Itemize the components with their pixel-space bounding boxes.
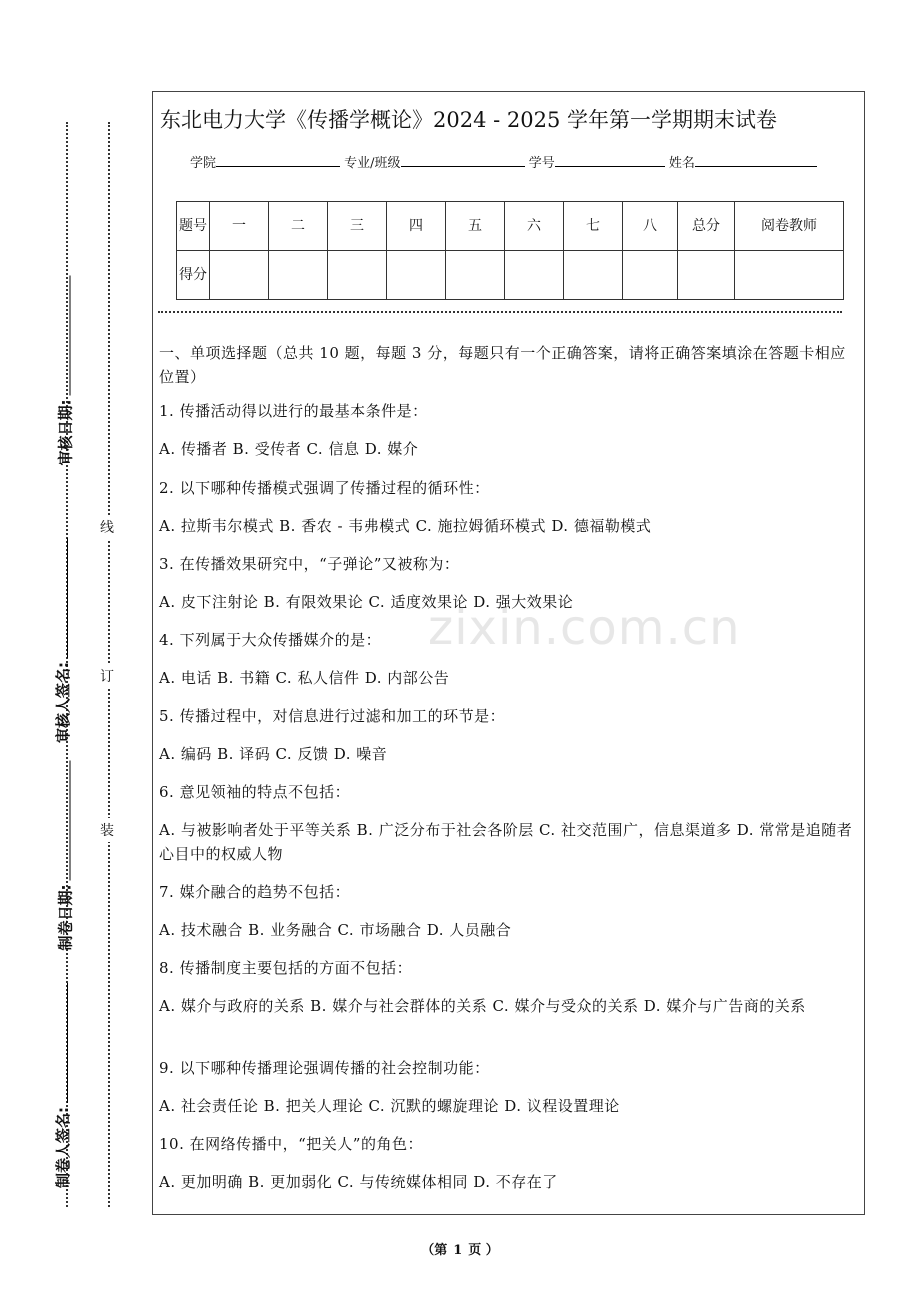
name-label: 姓名 (668, 156, 695, 171)
page-number: 1 (453, 1243, 463, 1258)
score-cell-grader[interactable] (735, 251, 844, 300)
name-field[interactable] (695, 154, 817, 167)
question-2-options: A. 拉斯韦尔模式 B. 香农 - 韦弗模式 C. 施拉姆循环模式 D. 德福勒模式 (159, 517, 652, 535)
score-cell[interactable] (505, 251, 564, 300)
question-1-options: A. 传播者 B. 受传者 C. 信息 D. 媒介 (159, 440, 419, 458)
question-10-options: A. 更加明确 B. 更加弱化 C. 与传统媒体相同 D. 不存在了 (159, 1173, 558, 1191)
col-total: 总分 (678, 202, 735, 251)
footer-prefix: （第 (421, 1243, 448, 1258)
col-3: 三 (328, 202, 387, 251)
score-cell[interactable] (387, 251, 446, 300)
question-6: 6. 意见领袖的特点不包括： (159, 783, 351, 801)
col-7: 七 (564, 202, 623, 251)
col-8: 八 (623, 202, 678, 251)
question-6-options: A. 与被影响者处于平等关系 B. 广泛分布于社会各阶层 C. 社交范围广，信息渠道多 D. 常常是追随者心目中的权威人物 (159, 821, 853, 863)
student-id-label: 学号 (528, 156, 555, 171)
score-cell-total[interactable] (678, 251, 735, 300)
question-number-header: 题号 (177, 202, 210, 251)
question-5-options: A. 编码 B. 译码 C. 反馈 D. 噪音 (159, 745, 388, 763)
col-4: 四 (387, 202, 446, 251)
question-3: 3. 在传播效果研究中，“子弹论”又被称为： (159, 555, 460, 573)
question-2: 2. 以下哪种传播模式强调了传播过程的循环性： (159, 479, 490, 497)
question-4: 4. 下列属于大众传播媒介的是： (159, 631, 382, 649)
footer-suffix: 页 ） (468, 1243, 499, 1258)
question-7-options: A. 技术融合 B. 业务融合 C. 市场融合 D. 人员融合 (159, 921, 512, 939)
score-cell[interactable] (564, 251, 623, 300)
question-3-options: A. 皮下注射论 B. 有限效果论 C. 适度效果论 D. 强大效果论 (159, 593, 574, 611)
col-2: 二 (269, 202, 328, 251)
score-cell[interactable] (623, 251, 678, 300)
question-9: 9. 以下哪种传播理论强调传播的社会控制功能： (159, 1059, 490, 1077)
score-cell[interactable] (269, 251, 328, 300)
watermark: zixin.com.cn (428, 600, 741, 656)
question-4-options: A. 电话 B. 书籍 C. 私人信件 D. 内部公告 (159, 669, 450, 687)
page-footer (0, 1239, 920, 1258)
question-8-options: A. 媒介与政府的关系 B. 媒介与社会群体的关系 C. 媒介与受众的关系 D. 媒介与广告商的关系 (159, 997, 806, 1015)
paper-date-label: 制卷日期: (55, 761, 76, 951)
binding-char-bind: 装 (100, 818, 114, 842)
score-table (176, 201, 844, 300)
score-cell[interactable] (210, 251, 269, 300)
major-field[interactable] (401, 154, 525, 167)
review-date-label: 审核日期: (55, 276, 76, 466)
col-5: 五 (446, 202, 505, 251)
score-label: 得分 (177, 251, 210, 300)
col-6: 六 (505, 202, 564, 251)
question-7: 7. 媒介融合的趋势不包括： (159, 883, 351, 901)
score-table-header-row (177, 202, 844, 251)
question-5: 5. 传播过程中，对信息进行过滤和加工的环节是： (159, 707, 506, 725)
section-1-heading: 一、单项选择题（总共 10 题，每题 3 分，每题只有一个正确答案，请将正确答案填涂在答题卡相应位置） (159, 344, 846, 386)
student-id-field[interactable] (555, 154, 665, 167)
college-field[interactable] (216, 154, 340, 167)
question-1: 1. 传播活动得以进行的最基本条件是： (159, 402, 428, 420)
score-cell[interactable] (446, 251, 505, 300)
question-9-options: A. 社会责任论 B. 把关人理论 C. 沉默的螺旋理论 D. 议程设置理论 (159, 1097, 620, 1115)
binding-char-order: 订 (100, 664, 114, 688)
score-table-score-row (177, 251, 844, 300)
question-8: 8. 传播制度主要包括的方面不包括： (159, 959, 413, 977)
student-info-row (190, 152, 817, 171)
binding-char-line: 线 (100, 515, 114, 539)
exam-title: 东北电力大学《传播学概论》2024 - 2025 学年第一学期期末试卷 (160, 108, 778, 132)
score-cell[interactable] (328, 251, 387, 300)
reviewer-signature-label: 审核人签名: (52, 538, 73, 743)
paper-maker-signature-label: 制卷人签名: (52, 983, 73, 1188)
col-1: 一 (210, 202, 269, 251)
section-separator (158, 311, 842, 313)
question-10: 10. 在网络传播中，“把关人”的角色： (159, 1135, 423, 1153)
college-label: 学院 (190, 156, 217, 171)
col-grader: 阅卷教师 (735, 202, 844, 251)
major-label: 专业/班级 (344, 156, 401, 171)
